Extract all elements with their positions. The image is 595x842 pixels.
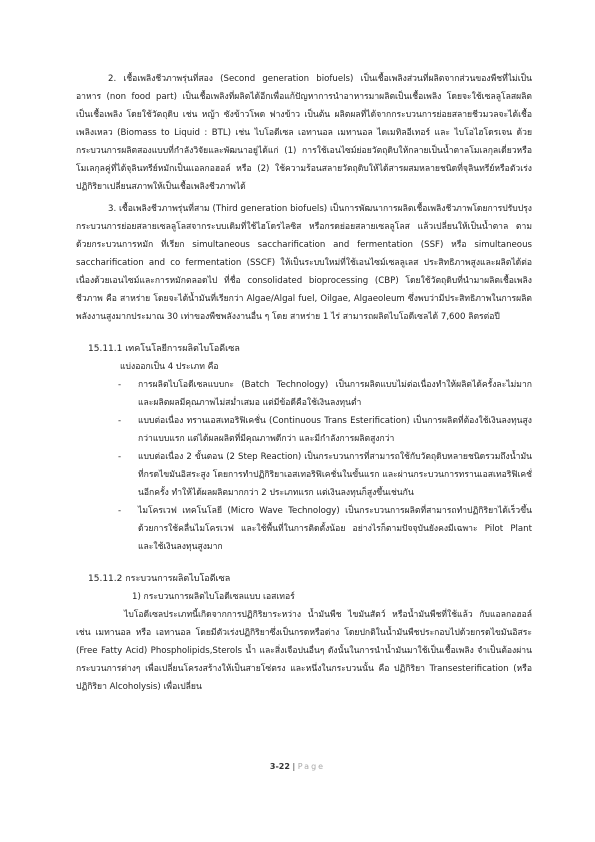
list-item-text: แบบต่อเนื่อง 2 ขั้นตอน (2 Step Reaction) เป็นกระบวนการที่สามารถใช้กับวัตถุดิบหลายชนิดรวมถึงน้ำมันที่กรดไขมันอิสระสูง โดยการทำปฏิกิริยาเอสเทอริฟิเคชั่นในขั้นแรก และผ่านกระบวนการทรานเอสเทอริฟิเคชั่นอีกครั้ง ทำให้ได้ผลผลิตมากกว่า 2 ประเภทแรก แต่เงินลงทุนก็สูงขึ้นเช่นกัน [138, 452, 532, 498]
list-item-text: ไมโครเวฟ เทคโนโลยี (Micro Wave Technology) เป็นกระบวนการผลิตที่สามารถทำปฏิกิริยาได้เร็วขึ้น ด้วยการใช้คลื่นไมโครเวฟ และใช้พื้นที่ในการติดตั้งน้อย อย่างไรก็ตามปัจจุบันยังคงมีเฉพาะ Pilot Plant และใช้เงินลงทุนสูงมาก [138, 506, 532, 552]
paragraph-third-generation: 3. เชื้อเพลิงชีวภาพรุ่นที่สาม (Third generation biofuels) เป็นการพัฒนาการผลิตเชื้อเพลิงชีวภาพโดยการปรับปรุงกระบวนการย่อยสลายเซลลูโลสจากระบบเดิมที่ใช้ไฮโดรไลซิส หรือกรดย่อยสลายเซลลูโลส แล้วเปลี่ยนให้เป็นน้ำตาล ตามด้วยกระบวนการหมัก ที่เรียก simultaneous saccharification and fermentation (SSF) หรือ simultaneous saccharification and co fermentation (SSCF) ให้เป็นระบบใหม่ที่ใช้เอนไซม์เซลลูเลส ประสิทธิภาพสูงและผลิตได้ต่อเนื่องด้วยเอนไซม์และการหมักตลอดไป ที่ชื่อ consolidated bioprocessing (CBP) โดยใช้วัตถุดิบที่นำมาผลิตเชื้อเพลิงชีวภาพ คือ สาหร่าย โดยจะได้น้ำมันที่เรียกว่า Algae/Algal fuel, Oilgae, Algaeoleum ซึ่งพบว่ามีประสิทธิภาพในการผลิตพลังงานสูงมากประมาณ 30 เท่าของพืชพลังงานอื่น ๆ โดย สาหร่าย 1 ไร่ สามารถผลิตไบโอดีเซลได้ 7,600 ลิตรต่อปี [76, 204, 532, 322]
list-item [76, 412, 532, 448]
list-item [76, 502, 532, 556]
page-footer [0, 762, 595, 771]
page-label: Page [297, 762, 326, 771]
section-intro: แบ่งออกเป็น 4 ประเภท คือ [120, 362, 219, 372]
bullet-dash: - [118, 380, 122, 390]
technology-list [76, 376, 532, 556]
list-item [76, 448, 532, 502]
bullet-dash: - [118, 416, 122, 426]
bullet-dash: - [118, 452, 122, 462]
section-heading-15-11-2: 15.11.2 กระบวนการผลิตไบโอดีเซล [88, 574, 231, 584]
bullet-dash: - [118, 506, 122, 516]
footer-separator: | [292, 762, 296, 771]
page-number: 3-22 [269, 762, 290, 771]
page-content [76, 70, 532, 696]
subsection-heading: 1) กระบวนการผลิตไบโอดีเซลแบบ เอสเทอร์ [132, 592, 295, 602]
section-heading-15-11-1: 15.11.1 เทคโนโลยีการผลิตไบโอดีเซล [88, 344, 240, 354]
paragraph-second-generation: 2. เชื้อเพลิงชีวภาพรุ่นที่สอง (Second generation biofuels) เป็นเชื้อเพลิงส่วนที่ผลิตจากส่วนของพืชที่ไม่เป็นอาหาร (non food part) เป็นเชื้อเพลิงที่ผลิตได้อีกเพื่อแก้ปัญหาการนำอาหารมาผลิตเป็นเชื้อเพลิง โดยจะใช้เซลลูโลสผลิตเป็นเชื้อเพลิง โดยใช้วัตถุดิบ เช่น หญ้า ซังข้าวโพด ฟางข้าว เป็นต้น ผลิตผลที่ได้จากกระบวนการย่อยสลายชีวมวลจะได้เชื้อเพลิงเหลว (Biomass to Liquid : BTL) เช่น ไบโอดีเซล เอทานอล เมทานอล ไดเมทิลอีเทอร์ และ ไบโอไฮโดรเจน ด้วยกระบวนการผลิตสองแบบที่กำลังวิจัยและพัฒนาอยู่ได้แก่ (1) การใช้เอนไซม์ย่อยวัตถุดิบให้กลายเป็นน้ำตาลโมเลกุลเดี่ยวหรือโมเลกุลคู่ที่ได้จุลินทรีย์หมักเป็นแอลกอฮอล์ หรือ (2) ใช้ความร้อนสลายวัตถุดิบให้ได้สารผสมหลายชนิดที่จุลินทรีย์หรือตัวเร่งปฏิกิริยาเปลี่ยนสภาพให้เป็นเชื้อเพลิงชีวภาพได้ [76, 74, 532, 192]
list-item [76, 376, 532, 412]
paragraph-ester-process: ไบโอดีเซลประเภทนี้เกิดจากการปฏิกิริยาระหว่าง น้ำมันพืช ไขมันสัตว์ หรือน้ำมันพืชที่ใช้แล้ว กับแอลกอฮอล์ เช่น เมทานอล หรือ เอทานอล โดยมีตัวเร่งปฏิกิริยาซึ่งเป็นกรดหรือด่าง โดยปกติในน้ำมันพืชประกอบไปด้วยกรดไขมันอิสระ (Free Fatty Acid) Phospholipids,Sterols น้ำ และสิ่งเจือปนอื่นๆ ดังนั้นในการนำน้ำมันมาใช้เป็นเชื้อเพลิง จำเป็นต้องผ่านกระบวนการต่างๆ เพื่อเปลี่ยนโครงสร้างให้เป็นสายโซ่ตรง และหนึ่งในกระบวนนั้น คือ ปฏิกิริยา Transesterification (หรือปฏิกิริยา Alcoholysis) เพื่อเปลี่ยน [76, 610, 532, 692]
list-item-text: การผลิตไบโอดีเซลแบบกะ (Batch Technology) เป็นการผลิตแบบไม่ต่อเนื่องทำให้ผลิตได้ครั้งละไม่มาก และผลิตผลมีคุณภาพไม่สม่ำเสมอ แต่มีข้อดีคือใช้เงินลงทุนต่ำ [138, 380, 532, 408]
list-item-text: แบบต่อเนื่อง ทรานเอสเทอริฟิเคชั่น (Continuous Trans Esterification) เป็นการผลิตที่ต้องใช้เงินลงทุนสูงกว่าแบบแรก แต่ได้ผลผลิตที่มีคุณภาพดีกว่า และมีกำลังการผลิตสูงกว่า [138, 416, 532, 444]
